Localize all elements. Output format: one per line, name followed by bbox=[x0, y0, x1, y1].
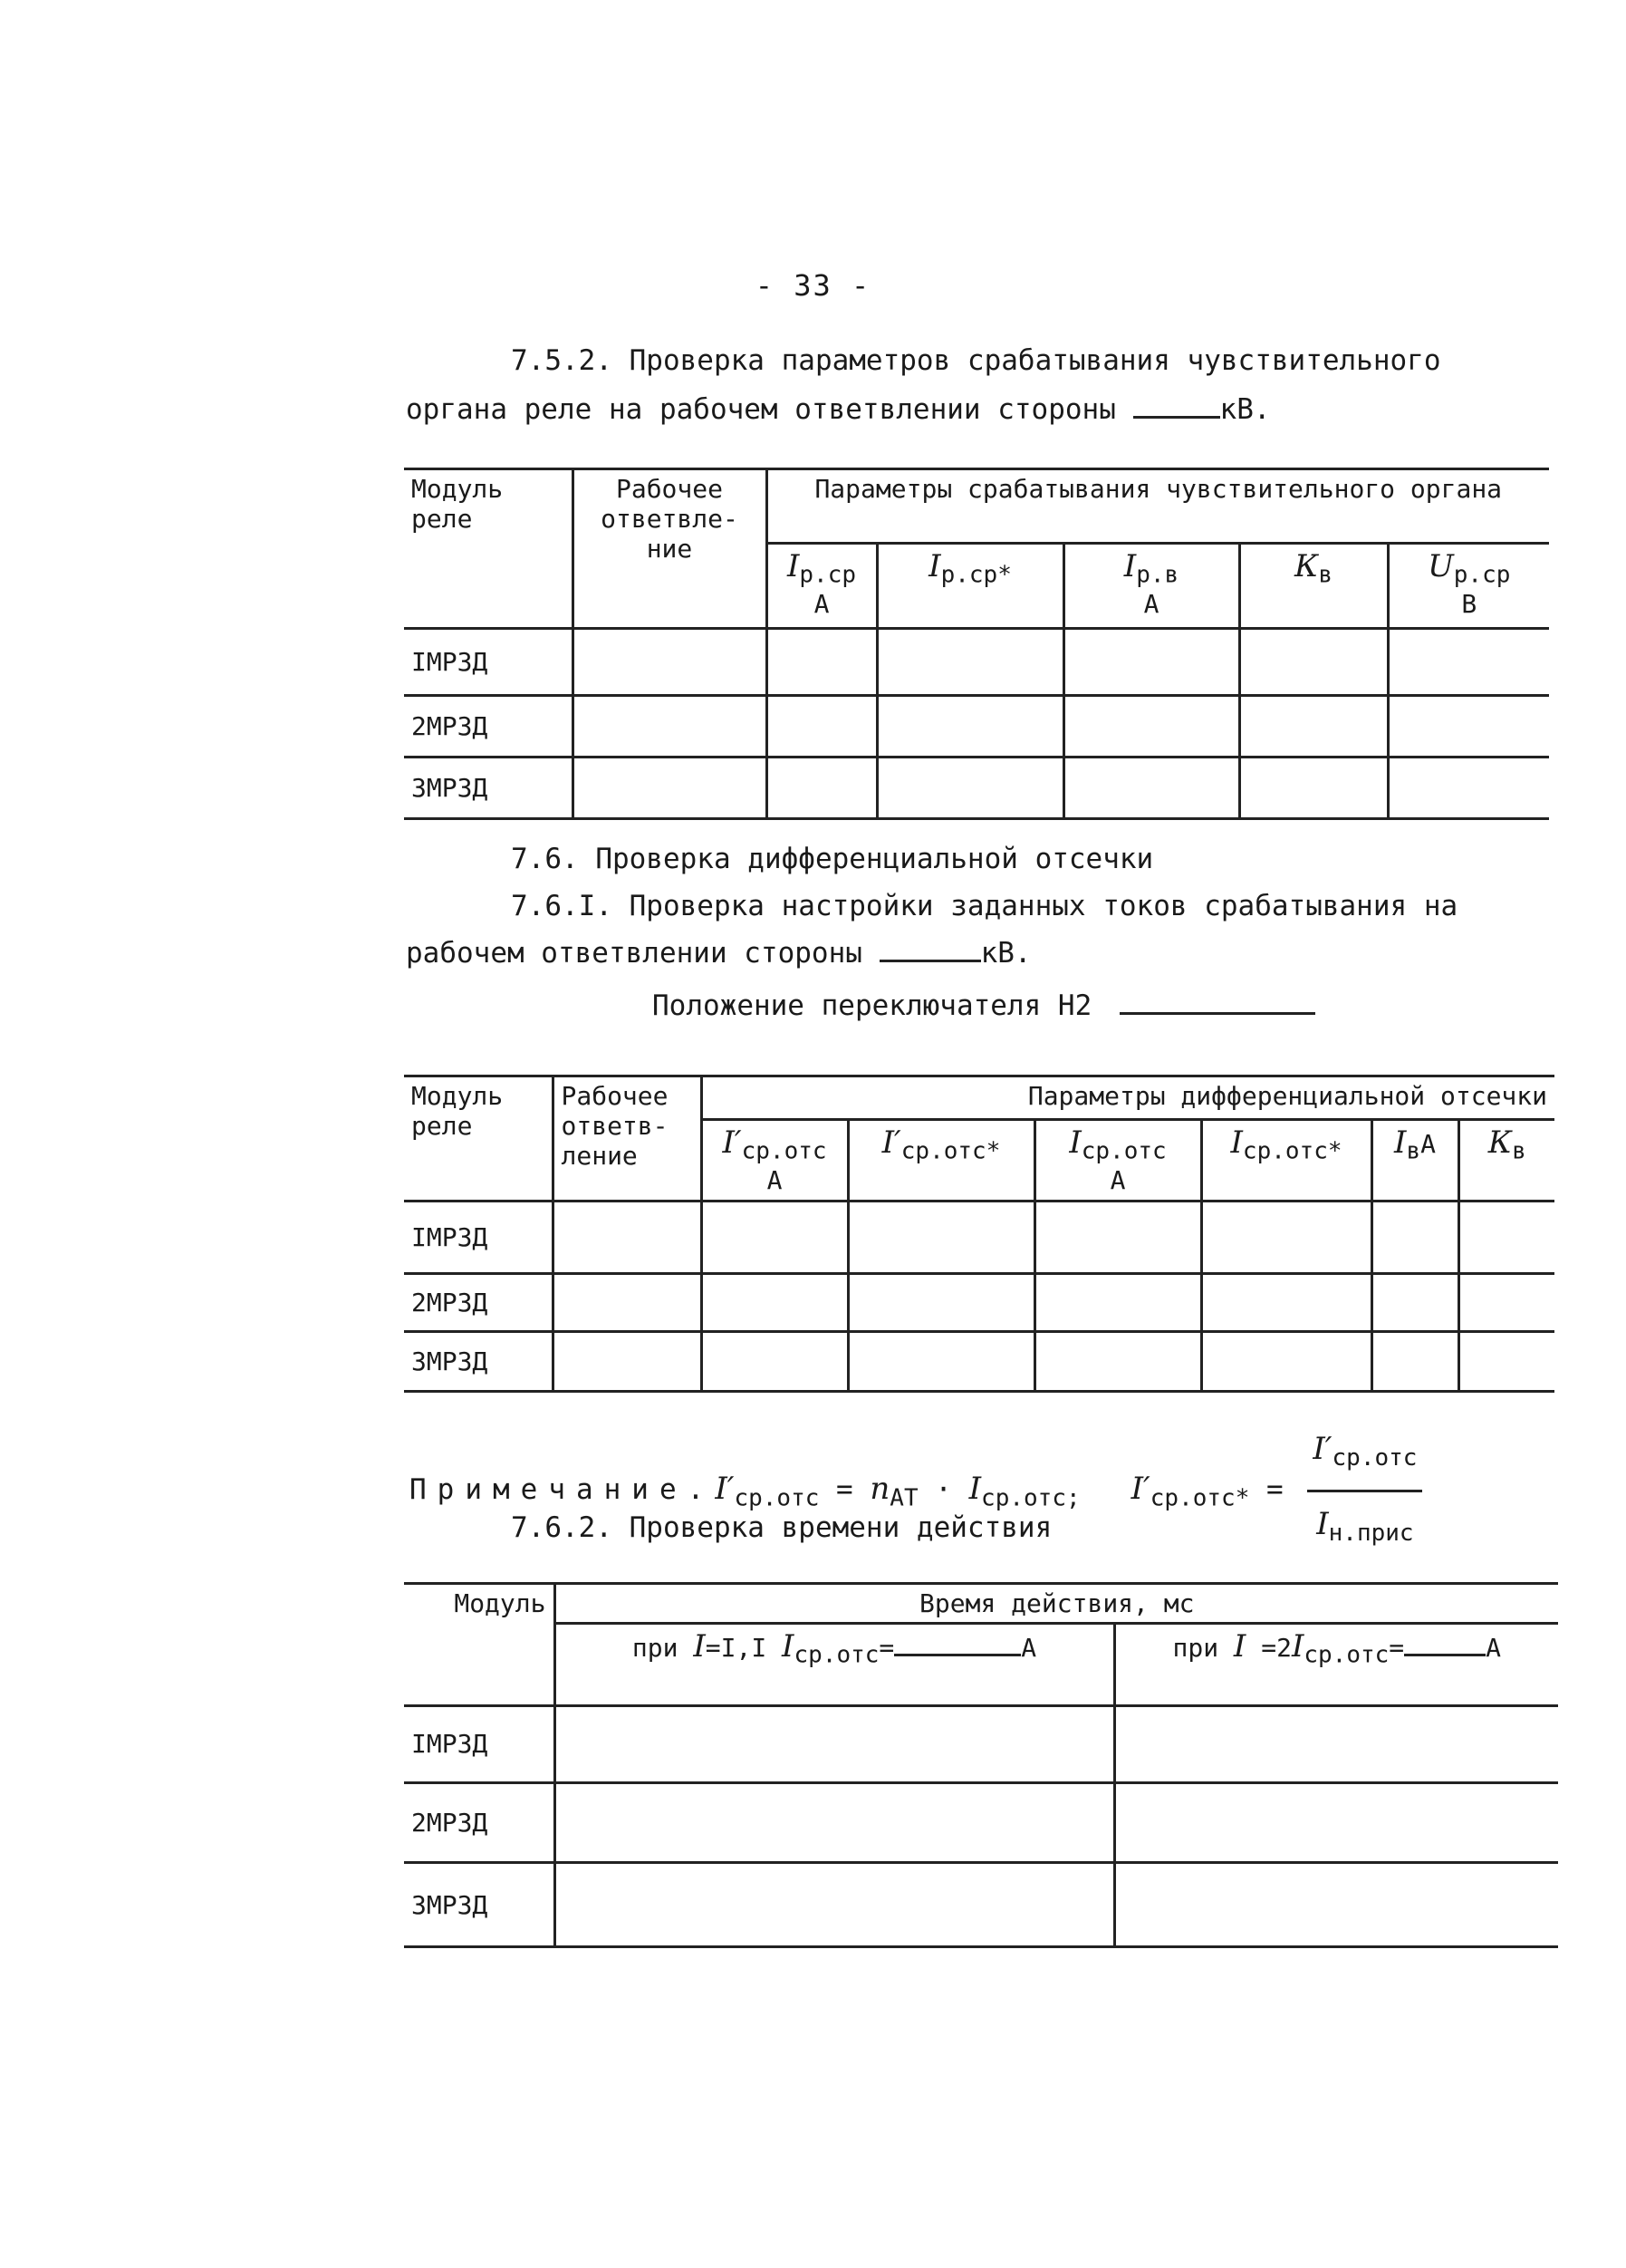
cell[interactable] bbox=[1388, 758, 1549, 819]
table-row bbox=[404, 1202, 1554, 1274]
col-time-1-1: при I=I,I $I_{ср.отс}= А$ bbox=[554, 1624, 1114, 1706]
table-row bbox=[404, 1706, 1558, 1783]
cell[interactable] bbox=[877, 758, 1063, 819]
col-isr-ots-prime-rel: $I'_{ср.отс*}$ bbox=[848, 1120, 1034, 1202]
col-ip-sr-rel: $I_{р.ср*}$ bbox=[877, 544, 1063, 629]
cell[interactable] bbox=[553, 1202, 701, 1274]
cell[interactable] bbox=[1239, 629, 1388, 696]
current-blank-2[interactable] bbox=[1404, 1645, 1486, 1656]
table-row bbox=[404, 1782, 1558, 1863]
col-ip-sr: $I_{р.ср}$ А bbox=[766, 544, 877, 629]
section-7-6-2-title: 7.6.2. Проверка времени действия bbox=[511, 1511, 1053, 1544]
cell[interactable] bbox=[1114, 1782, 1558, 1863]
switch-position-label: Положение переключателя Н2 bbox=[652, 989, 1092, 1022]
cell[interactable] bbox=[572, 758, 766, 819]
cell[interactable] bbox=[1063, 696, 1239, 758]
cell[interactable] bbox=[554, 1782, 1114, 1863]
section-7-6-title: 7.6. Проверка дифференциальной отсечки bbox=[511, 843, 1154, 875]
section-7-5-2-text: органа реле на рабочем ответвлении стороны bbox=[406, 393, 1116, 426]
row-label: 3МРЗД bbox=[411, 1346, 488, 1376]
table-row bbox=[404, 1332, 1554, 1392]
col-kv: $К_в$ bbox=[1458, 1120, 1554, 1202]
cell[interactable] bbox=[1388, 629, 1549, 696]
col-up-sr: $U_{р.ср}$ В bbox=[1388, 544, 1549, 629]
section-7-6-1-text: рабочем ответвлении стороны bbox=[406, 937, 862, 970]
cell[interactable] bbox=[848, 1202, 1034, 1274]
header-diff-params: Параметры дифференциальной отсечки bbox=[701, 1076, 1554, 1120]
fraction: $\frac{I'_{ср.отс}}{I_{н.прис}}$ bbox=[1307, 1417, 1422, 1565]
row-label: 2МРЗД bbox=[411, 711, 488, 741]
table-row bbox=[404, 758, 1549, 819]
cell[interactable] bbox=[553, 1332, 701, 1392]
cell[interactable] bbox=[877, 696, 1063, 758]
col-isr-ots-prime: $I'_{ср.отс}$ А bbox=[701, 1120, 848, 1202]
cell[interactable] bbox=[554, 1706, 1114, 1783]
row-label: 3МРЗД bbox=[411, 1889, 488, 1920]
section-7-5-2-line2 bbox=[406, 386, 1271, 433]
header-module: Модуль реле bbox=[411, 1081, 504, 1141]
cell[interactable] bbox=[1239, 696, 1388, 758]
cell[interactable] bbox=[1201, 1332, 1371, 1392]
cell[interactable] bbox=[1201, 1274, 1371, 1332]
header-sensitive-params: Параметры срабатывания чувствительного органа bbox=[766, 469, 1549, 544]
cell[interactable] bbox=[1458, 1274, 1554, 1332]
cell[interactable] bbox=[1114, 1706, 1558, 1783]
page-number: - 33 - bbox=[755, 268, 871, 303]
section-7-6-1-line1: 7.6.I. Проверка настройки заданных токов срабатывания на bbox=[511, 890, 1458, 922]
section-7-6-1-line2 bbox=[406, 930, 1032, 977]
cell[interactable] bbox=[766, 758, 877, 819]
cell[interactable] bbox=[554, 1863, 1114, 1947]
unit-kv-2: кВ. bbox=[980, 937, 1032, 970]
row-label: IМРЗД bbox=[411, 1222, 488, 1252]
cell[interactable] bbox=[1371, 1274, 1458, 1332]
cell[interactable] bbox=[572, 629, 766, 696]
row-label: IМРЗД bbox=[411, 647, 488, 677]
unit-kv-1: кВ. bbox=[1219, 393, 1271, 426]
time-header-row bbox=[404, 1624, 1558, 1706]
i-prime-symbol: I′ bbox=[1131, 1471, 1150, 1508]
diff-cutoff-table bbox=[404, 1075, 1554, 1393]
section-7-5-2-line1: 7.5.2. Проверка параметров срабатывания чувствительного bbox=[511, 344, 1441, 377]
cell[interactable] bbox=[1063, 629, 1239, 696]
header-tap: Рабочее ответвле-ние bbox=[572, 469, 766, 629]
cell[interactable] bbox=[1201, 1202, 1371, 1274]
cell[interactable] bbox=[766, 696, 877, 758]
row-label: 3МРЗД bbox=[411, 773, 488, 803]
cell[interactable] bbox=[1034, 1274, 1201, 1332]
col-isr-ots-rel: $I_{ср.отс*}$ bbox=[1201, 1120, 1371, 1202]
table-row bbox=[404, 1274, 1554, 1332]
cell[interactable] bbox=[1114, 1863, 1558, 1947]
cell[interactable] bbox=[1063, 758, 1239, 819]
col-isr-ots: $I_{ср.отс}$ А bbox=[1034, 1120, 1201, 1202]
voltage-blank-1[interactable] bbox=[1133, 407, 1220, 419]
header-operation-time: Время действия, мс bbox=[554, 1584, 1558, 1624]
sensitive-organ-table bbox=[404, 468, 1549, 820]
note-formula: $Примечание.I'_{ср.отс} = n_{АТ} \cdot I_{ср.отс;}$ $I'_{ср.отс*}$ = $\frac{I'_{ср.отс}}{I_{н.прис}}$ bbox=[409, 1417, 1422, 1565]
note-label: Примечание. bbox=[409, 1473, 716, 1507]
header-tap: Рабочее ответв-ление bbox=[553, 1076, 701, 1202]
row-label: 2МРЗД bbox=[411, 1288, 488, 1317]
col-ip-v: $I_{р.в}$ А bbox=[1063, 544, 1239, 629]
switch-position-blank[interactable] bbox=[1120, 1003, 1315, 1015]
cell[interactable] bbox=[1388, 696, 1549, 758]
header-module: Модуль bbox=[454, 1588, 546, 1618]
cell[interactable] bbox=[1371, 1202, 1458, 1274]
operation-time-table bbox=[404, 1582, 1558, 1948]
row-label: IМРЗД bbox=[411, 1729, 488, 1760]
cell[interactable] bbox=[572, 696, 766, 758]
cell[interactable] bbox=[701, 1274, 848, 1332]
cell[interactable] bbox=[1458, 1332, 1554, 1392]
i-symbol: I bbox=[968, 1471, 982, 1508]
cell[interactable] bbox=[1458, 1202, 1554, 1274]
table-row bbox=[404, 629, 1549, 696]
col-iv: $I_вА$ bbox=[1371, 1120, 1458, 1202]
current-blank-1[interactable] bbox=[894, 1645, 1021, 1656]
cell[interactable] bbox=[1239, 758, 1388, 819]
switch-position-line bbox=[652, 982, 1315, 1029]
header-module: Модуль реле bbox=[411, 474, 504, 534]
col-kv: $К_в$ bbox=[1239, 544, 1388, 629]
cell[interactable] bbox=[1034, 1332, 1201, 1392]
cell[interactable] bbox=[553, 1274, 701, 1332]
cell[interactable] bbox=[701, 1202, 848, 1274]
cell[interactable] bbox=[877, 629, 1063, 696]
cell[interactable] bbox=[848, 1332, 1034, 1392]
cell[interactable] bbox=[766, 629, 877, 696]
voltage-blank-2[interactable] bbox=[880, 951, 981, 962]
cell[interactable] bbox=[1034, 1202, 1201, 1274]
cell[interactable] bbox=[1371, 1332, 1458, 1392]
i-prime-symbol: I′ bbox=[715, 1471, 735, 1508]
table-row bbox=[404, 1863, 1558, 1947]
cell[interactable] bbox=[848, 1274, 1034, 1332]
row-label: 2МРЗД bbox=[411, 1807, 488, 1838]
col-time-2: при $I =2I_{ср.отс}= А$ bbox=[1114, 1624, 1558, 1706]
cell[interactable] bbox=[701, 1332, 848, 1392]
table-row bbox=[404, 696, 1549, 758]
